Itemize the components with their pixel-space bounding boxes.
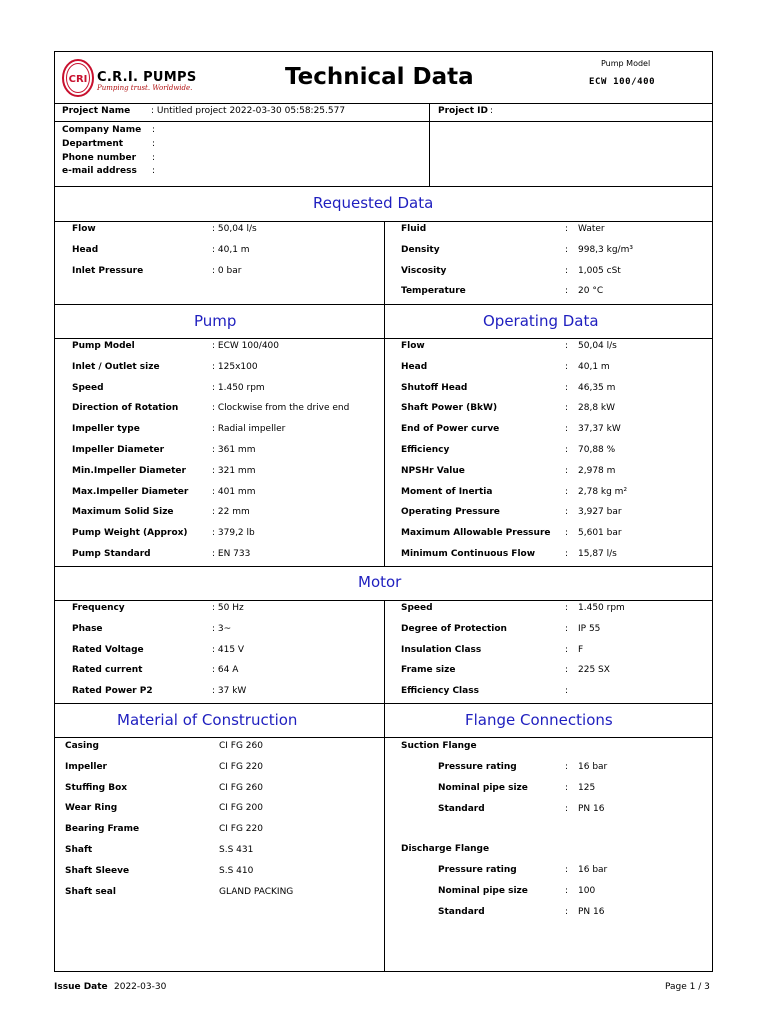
row-value: : 37 kW: [212, 686, 247, 697]
row-value: 16 bar: [578, 762, 608, 772]
row-label: Stuffing Box: [65, 782, 128, 793]
row-value: 40,1 m: [578, 361, 610, 372]
row-label: Pressure rating: [438, 865, 517, 875]
department-label: Department: [62, 139, 124, 149]
row-value: CI FG 260: [219, 741, 263, 751]
row-colon: :: [565, 762, 569, 772]
row-label: Casing: [65, 741, 99, 751]
row-value: 37,37 kW: [578, 424, 621, 435]
row-value: 70,88 %: [578, 445, 616, 455]
row-label: Direction of Rotation: [72, 403, 179, 414]
row-label: Pump Weight (Approx): [72, 528, 188, 539]
row-value: 46,35 m: [578, 382, 616, 393]
row-colon: :: [565, 623, 569, 634]
issue-date-value: 2022-03-30: [114, 982, 167, 992]
row-label: Head: [72, 244, 99, 255]
row-label: Shaft: [65, 845, 93, 855]
row-value: CI FG 220: [219, 761, 263, 772]
row-label: Min.Impeller Diameter: [72, 465, 186, 476]
requested-data-title: Requested Data: [313, 194, 434, 212]
row-value: 225 SX: [578, 665, 610, 676]
svg-text:CRI: CRI: [68, 74, 88, 85]
row-colon: :: [565, 507, 569, 518]
row-label: Shaft seal: [65, 886, 116, 897]
row-label: Frequency: [72, 603, 125, 613]
page-number: Page 1 / 3: [665, 982, 710, 992]
divider: [55, 566, 712, 567]
row-label: Rated current: [72, 665, 143, 676]
divider: [384, 221, 385, 304]
row-value: : 379,2 lb: [212, 528, 255, 539]
row-label: Efficiency Class: [401, 686, 479, 697]
datasheet-frame: [54, 51, 713, 972]
row-value: CI FG 200: [219, 803, 263, 814]
row-value: : 321 mm: [212, 465, 256, 476]
email-label: e-mail address: [62, 166, 137, 176]
row-colon: :: [565, 885, 569, 896]
company-colon: :: [152, 125, 156, 135]
row-label: Phase: [72, 623, 103, 634]
divider: [384, 304, 385, 566]
row-label: Wear Ring: [65, 803, 118, 814]
row-label: Max.Impeller Diameter: [72, 486, 189, 497]
row-value: IP 55: [578, 623, 601, 634]
row-label: Operating Pressure: [401, 507, 500, 518]
row-value: : 401 mm: [212, 486, 256, 497]
row-value: Water: [578, 224, 605, 234]
row-label: Nominal pipe size: [438, 782, 528, 793]
row-label: Temperature: [401, 286, 466, 297]
row-value: 50,04 l/s: [578, 341, 617, 351]
row-colon: :: [565, 465, 569, 476]
row-colon: :: [565, 549, 569, 559]
company-label: Company Name: [62, 125, 142, 135]
phone-colon: :: [152, 153, 156, 163]
row-label: Bearing Frame: [65, 824, 140, 835]
row-label: Degree of Protection: [401, 623, 507, 634]
pump-model-value: ECW 100/400: [589, 77, 656, 87]
row-value: : 3~: [212, 623, 232, 634]
row-label: Rated Power P2: [72, 686, 153, 697]
divider: [55, 103, 712, 104]
row-value: 5,601 bar: [578, 528, 622, 539]
row-value: : EN 733: [212, 549, 251, 559]
row-label: Viscosity: [401, 265, 447, 276]
brand-tagline: Pumping trust. Worldwide.: [97, 84, 193, 92]
row-label: Inlet / Outlet size: [72, 361, 160, 372]
row-colon: :: [565, 803, 569, 814]
divider: [429, 103, 430, 186]
row-label: Frame size: [401, 665, 456, 676]
row-value: : 125x100: [212, 361, 258, 372]
row-value: 1.450 rpm: [578, 603, 625, 613]
row-label: Shaft Power (BkW): [401, 403, 498, 414]
project-name-label: Project Name: [62, 106, 131, 116]
row-value: 16 bar: [578, 865, 608, 875]
row-colon: :: [565, 341, 569, 351]
project-name-value: : Untitled project 2022-03-30 05:58:25.577: [151, 106, 346, 116]
pump-model-label: Pump Model: [601, 59, 651, 68]
row-value: : 40,1 m: [212, 244, 250, 255]
row-label: Speed: [72, 382, 104, 393]
suction-flange-title: Suction Flange: [401, 741, 477, 751]
row-value: S.S 410: [219, 865, 254, 876]
row-value: : Clockwise from the drive end: [212, 403, 350, 414]
row-label: Insulation Class: [401, 644, 482, 655]
row-label: Moment of Inertia: [401, 486, 493, 497]
row-label: Rated Voltage: [72, 644, 144, 655]
row-label: Minimum Continuous Flow: [401, 549, 536, 559]
row-value: 998,3 kg/m³: [578, 244, 633, 255]
row-label: Pump Model: [72, 341, 135, 351]
phone-label: Phone number: [62, 153, 137, 163]
row-label: Head: [401, 361, 428, 372]
row-colon: :: [565, 644, 569, 655]
row-value: 2,78 kg m²: [578, 486, 628, 497]
row-value: 28,8 kW: [578, 403, 616, 414]
row-label: Impeller: [65, 761, 107, 772]
page-title: Technical Data: [285, 64, 474, 90]
email-colon: :: [152, 166, 156, 176]
row-colon: :: [565, 403, 569, 414]
department-colon: :: [152, 139, 156, 149]
row-label: Shaft Sleeve: [65, 865, 130, 876]
row-colon: :: [565, 265, 569, 276]
row-value: : ECW 100/400: [212, 341, 280, 351]
row-value: : Radial impeller: [212, 424, 286, 435]
divider: [384, 703, 385, 972]
row-colon: :: [565, 224, 569, 234]
row-label: Inlet Pressure: [72, 265, 144, 276]
row-label: Nominal pipe size: [438, 885, 528, 896]
brand-name: C.R.I. PUMPS: [97, 70, 197, 85]
material-title: Material of Construction: [117, 711, 298, 729]
row-colon: :: [565, 382, 569, 393]
row-value: : 0 bar: [212, 265, 242, 276]
row-colon: :: [565, 603, 569, 613]
operating-data-title: Operating Data: [483, 312, 599, 330]
row-value: 100: [578, 885, 596, 896]
motor-title: Motor: [358, 573, 402, 591]
row-value: CI FG 220: [219, 824, 263, 835]
row-label: Standard: [438, 906, 485, 917]
row-colon: :: [565, 782, 569, 793]
row-label: Impeller type: [72, 424, 140, 435]
row-value: : 1.450 rpm: [212, 382, 265, 393]
row-colon: :: [565, 906, 569, 917]
row-value: 2,978 m: [578, 465, 616, 476]
row-label: Standard: [438, 803, 485, 814]
row-label: Impeller Diameter: [72, 445, 165, 455]
row-value: S.S 431: [219, 845, 254, 855]
row-value: CI FG 260: [219, 782, 263, 793]
row-label: Shutoff Head: [401, 382, 468, 393]
row-colon: :: [565, 244, 569, 255]
project-id-label: Project ID: [438, 106, 488, 116]
row-value: 20 °C: [578, 286, 604, 297]
row-colon: :: [565, 865, 569, 875]
row-label: Maximum Solid Size: [72, 507, 174, 518]
row-value: : 50 Hz: [212, 603, 244, 613]
row-colon: :: [565, 665, 569, 676]
row-label: Flow: [72, 224, 96, 234]
project-id-value: :: [490, 106, 494, 116]
row-value: : 415 V: [212, 644, 245, 655]
row-value: F: [578, 644, 584, 655]
row-value: 3,927 bar: [578, 507, 622, 518]
row-colon: :: [565, 686, 569, 697]
row-value: 125: [578, 782, 596, 793]
row-value: : 22 mm: [212, 507, 250, 518]
row-value: : 50,04 l/s: [212, 224, 257, 234]
divider: [55, 121, 712, 122]
row-colon: :: [565, 486, 569, 497]
row-colon: :: [565, 286, 569, 297]
cri-logo: [61, 58, 95, 98]
row-label: NPSHr Value: [401, 465, 465, 476]
pump-title: Pump: [194, 312, 237, 330]
row-label: Fluid: [401, 224, 427, 234]
row-label: Flow: [401, 341, 425, 351]
row-value: PN 16: [578, 906, 605, 917]
flange-title: Flange Connections: [465, 711, 613, 729]
row-value: 1,005 cSt: [578, 265, 621, 276]
row-label: Pressure rating: [438, 762, 517, 772]
row-label: Density: [401, 244, 440, 255]
row-label: End of Power curve: [401, 424, 500, 435]
row-colon: :: [565, 361, 569, 372]
row-colon: :: [565, 445, 569, 455]
row-value: PN 16: [578, 803, 605, 814]
row-value: : 361 mm: [212, 445, 256, 455]
divider: [55, 186, 712, 187]
row-label: Pump Standard: [72, 549, 151, 559]
row-label: Speed: [401, 603, 433, 613]
row-colon: :: [565, 528, 569, 539]
divider: [384, 600, 385, 703]
row-label: Maximum Allowable Pressure: [401, 528, 551, 539]
row-colon: :: [565, 424, 569, 435]
row-value: : 64 A: [212, 665, 239, 676]
issue-date-label: Issue Date: [54, 982, 108, 992]
row-value: 15,87 l/s: [578, 549, 617, 559]
discharge-flange-title: Discharge Flange: [401, 844, 490, 854]
row-label: Efficiency: [401, 445, 450, 455]
row-value: GLAND PACKING: [219, 886, 294, 897]
